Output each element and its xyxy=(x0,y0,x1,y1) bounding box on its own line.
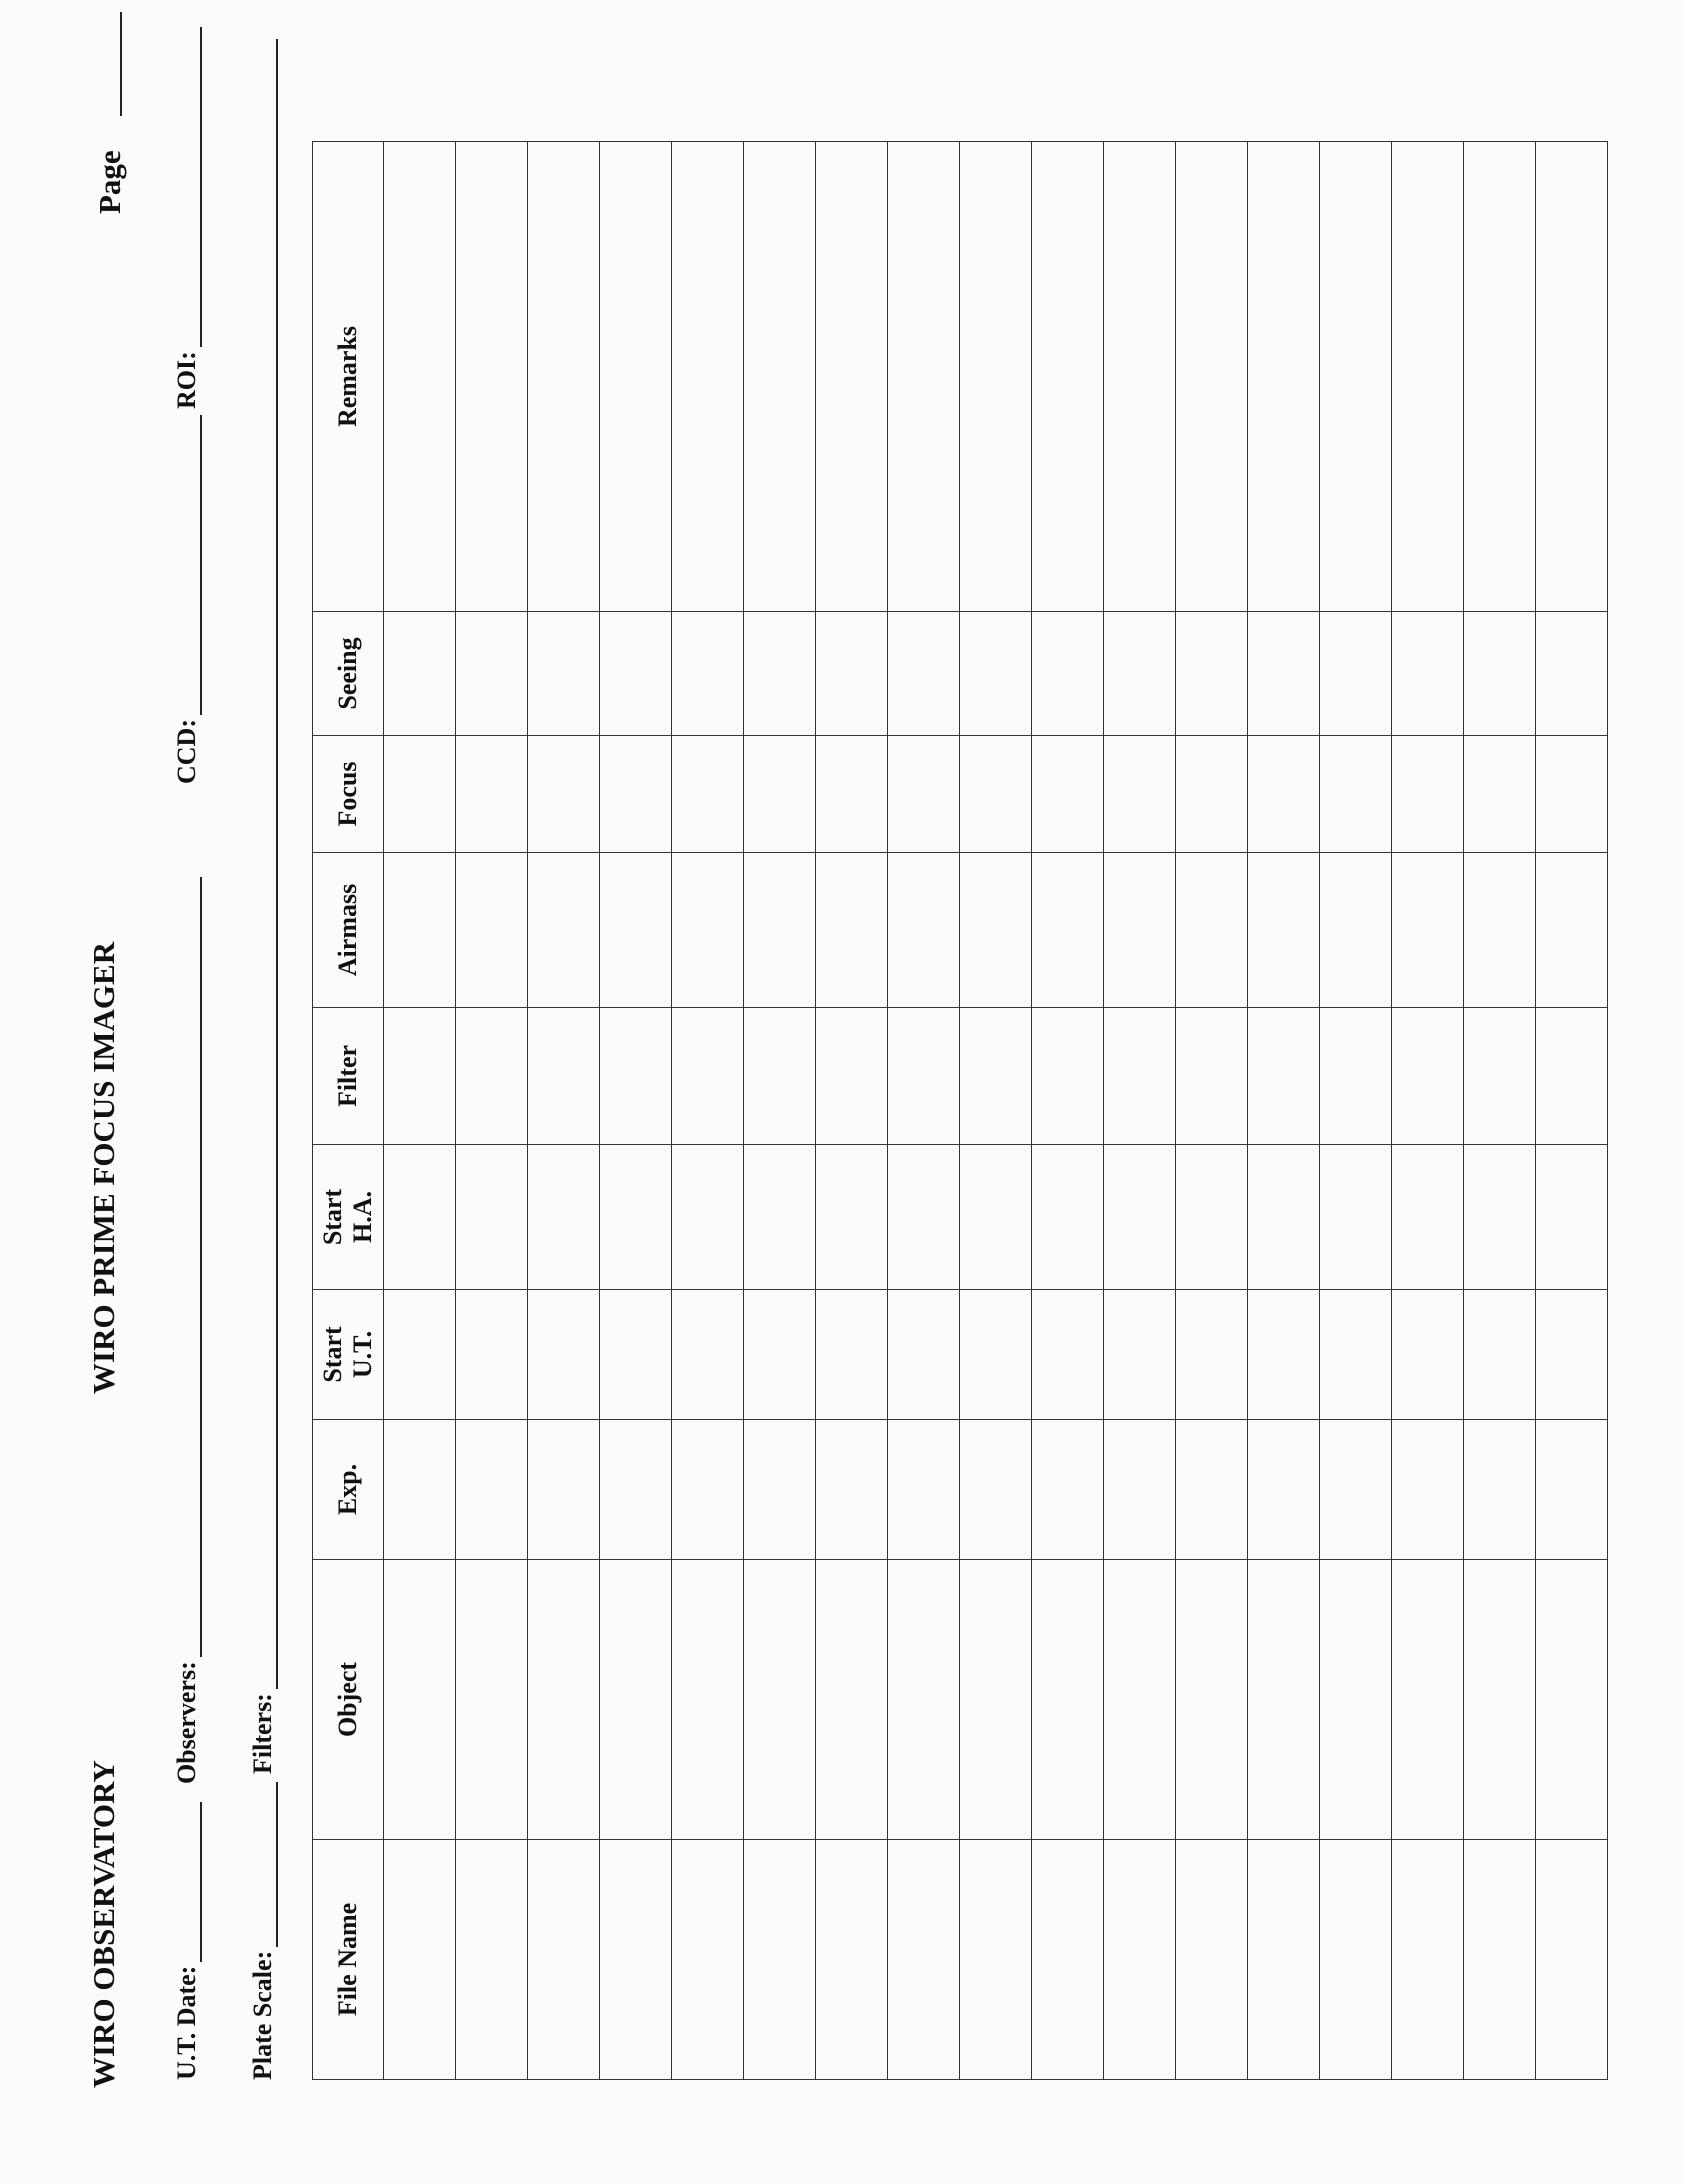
table-cell-start-ut[interactable] xyxy=(456,1290,528,1420)
table-cell-seeing[interactable] xyxy=(888,612,960,736)
table-row xyxy=(888,142,960,2080)
table-cell-exp[interactable] xyxy=(1032,1420,1104,1560)
table-row xyxy=(384,142,456,2080)
table-cell-start-ha[interactable] xyxy=(456,1145,528,1290)
table-cell-object[interactable] xyxy=(816,1560,888,1840)
table-cell-object[interactable] xyxy=(1464,1560,1536,1840)
table-cell-airmass[interactable] xyxy=(1176,853,1248,1008)
table-cell-airmass[interactable] xyxy=(456,853,528,1008)
table-cell-start-ha[interactable] xyxy=(1392,1145,1464,1290)
table-cell-focus[interactable] xyxy=(1392,736,1464,853)
table-cell-exp[interactable] xyxy=(528,1420,600,1560)
table-cell-exp[interactable] xyxy=(1104,1420,1176,1560)
header-fields-row-1 xyxy=(172,0,206,2184)
table-cell-start-ut[interactable] xyxy=(600,1290,672,1420)
table-row xyxy=(744,142,816,2080)
table-cell-focus[interactable] xyxy=(960,736,1032,853)
ccd-input[interactable] xyxy=(172,415,202,715)
table-cell-seeing[interactable] xyxy=(528,612,600,736)
table-cell-start-ha[interactable] xyxy=(528,1145,600,1290)
table-cell-airmass[interactable] xyxy=(888,853,960,1008)
table-cell-filter[interactable] xyxy=(1104,1008,1176,1145)
table-cell-filter[interactable] xyxy=(1392,1008,1464,1145)
ut-date-label: U.T. Date: xyxy=(172,1965,201,2080)
table-cell-filter[interactable] xyxy=(1464,1008,1536,1145)
table-cell-airmass[interactable] xyxy=(1464,853,1536,1008)
table-cell-remarks[interactable] xyxy=(1248,142,1320,612)
observers-input[interactable] xyxy=(172,877,202,1657)
filters-field[interactable] xyxy=(248,39,278,1774)
table-cell-filter[interactable] xyxy=(528,1008,600,1145)
table-cell-file-name[interactable] xyxy=(600,1840,672,2080)
table-cell-object[interactable] xyxy=(1248,1560,1320,1840)
column-header-start-ut xyxy=(313,1290,384,1420)
column-header-file-name xyxy=(313,1840,384,2080)
table-cell-remarks[interactable] xyxy=(1392,142,1464,612)
table-cell-exp[interactable] xyxy=(1392,1420,1464,1560)
column-header-remarks xyxy=(313,142,384,612)
table-cell-object[interactable] xyxy=(384,1560,456,1840)
table-cell-start-ut[interactable] xyxy=(816,1290,888,1420)
table-cell-airmass[interactable] xyxy=(960,853,1032,1008)
table-cell-seeing[interactable] xyxy=(960,612,1032,736)
table-cell-exp[interactable] xyxy=(384,1420,456,1560)
column-header-object xyxy=(313,1560,384,1840)
table-row xyxy=(1464,142,1536,2080)
table-cell-filter[interactable] xyxy=(888,1008,960,1145)
table-cell-airmass[interactable] xyxy=(1248,853,1320,1008)
table-row xyxy=(528,142,600,2080)
table-cell-start-ut[interactable] xyxy=(1248,1290,1320,1420)
column-header-label: Start xyxy=(318,1188,347,1246)
plate-scale-field[interactable] xyxy=(248,1782,278,2080)
table-row xyxy=(1032,142,1104,2080)
table-cell-remarks[interactable] xyxy=(1176,142,1248,612)
table-cell-seeing[interactable] xyxy=(600,612,672,736)
table-cell-start-ha[interactable] xyxy=(1176,1145,1248,1290)
column-header-start-ha xyxy=(313,1145,384,1290)
table-cell-start-ut[interactable] xyxy=(888,1290,960,1420)
table-cell-start-ha[interactable] xyxy=(600,1145,672,1290)
table-cell-exp[interactable] xyxy=(456,1420,528,1560)
column-header-label: Seeing xyxy=(333,637,362,710)
table-cell-exp[interactable] xyxy=(600,1420,672,1560)
table-cell-remarks[interactable] xyxy=(384,142,456,612)
column-header-exp xyxy=(313,1420,384,1560)
table-row xyxy=(1176,142,1248,2080)
table-cell-file-name[interactable] xyxy=(1176,1840,1248,2080)
table-cell-airmass[interactable] xyxy=(600,853,672,1008)
column-header-airmass xyxy=(313,853,384,1008)
table-cell-airmass[interactable] xyxy=(744,853,816,1008)
table-cell-object[interactable] xyxy=(1032,1560,1104,1840)
table-cell-start-ut[interactable] xyxy=(1176,1290,1248,1420)
page-label: Page xyxy=(92,150,127,214)
ut-date-field[interactable] xyxy=(172,1802,202,2080)
table-cell-filter[interactable] xyxy=(816,1008,888,1145)
roi-label: ROI: xyxy=(172,351,201,409)
table-cell-remarks[interactable] xyxy=(1536,142,1608,612)
column-header-filter xyxy=(313,1008,384,1145)
ut-date-input[interactable] xyxy=(172,1802,202,1962)
table-cell-remarks[interactable] xyxy=(1464,142,1536,612)
table-cell-seeing[interactable] xyxy=(1536,612,1608,736)
table-cell-start-ha[interactable] xyxy=(960,1145,1032,1290)
table-cell-start-ha[interactable] xyxy=(1320,1145,1392,1290)
table-row xyxy=(672,142,744,2080)
table-cell-focus[interactable] xyxy=(1320,736,1392,853)
table-row xyxy=(1248,142,1320,2080)
table-cell-filter[interactable] xyxy=(1032,1008,1104,1145)
table-cell-start-ha[interactable] xyxy=(888,1145,960,1290)
table-cell-start-ut[interactable] xyxy=(1536,1290,1608,1420)
table-cell-file-name[interactable] xyxy=(1392,1840,1464,2080)
column-header-label: Remarks xyxy=(333,325,362,428)
table-cell-start-ut[interactable] xyxy=(1104,1290,1176,1420)
filters-label: Filters: xyxy=(248,1693,277,1774)
table-cell-start-ut[interactable] xyxy=(672,1290,744,1420)
table-cell-remarks[interactable] xyxy=(960,142,1032,612)
table-cell-exp[interactable] xyxy=(744,1420,816,1560)
table-row xyxy=(1104,142,1176,2080)
table-cell-filter[interactable] xyxy=(456,1008,528,1145)
filters-input[interactable] xyxy=(248,39,278,1689)
table-cell-seeing[interactable] xyxy=(1392,612,1464,736)
table-cell-filter[interactable] xyxy=(600,1008,672,1145)
table-cell-focus[interactable] xyxy=(744,736,816,853)
table-cell-object[interactable] xyxy=(960,1560,1032,1840)
table-cell-remarks[interactable] xyxy=(600,142,672,612)
table-cell-start-ha[interactable] xyxy=(1248,1145,1320,1290)
table-cell-focus[interactable] xyxy=(1248,736,1320,853)
table-cell-file-name[interactable] xyxy=(1536,1840,1608,2080)
table-cell-file-name[interactable] xyxy=(384,1840,456,2080)
table-cell-seeing[interactable] xyxy=(1176,612,1248,736)
table-cell-object[interactable] xyxy=(1536,1560,1608,1840)
table-cell-remarks[interactable] xyxy=(1320,142,1392,612)
table-cell-focus[interactable] xyxy=(1176,736,1248,853)
table-cell-start-ut[interactable] xyxy=(1464,1290,1536,1420)
table-cell-object[interactable] xyxy=(1392,1560,1464,1840)
table-cell-focus[interactable] xyxy=(1536,736,1608,853)
table-cell-file-name[interactable] xyxy=(1464,1840,1536,2080)
table-cell-file-name[interactable] xyxy=(1248,1840,1320,2080)
table-cell-object[interactable] xyxy=(888,1560,960,1840)
table-cell-filter[interactable] xyxy=(672,1008,744,1145)
table-cell-file-name[interactable] xyxy=(1032,1840,1104,2080)
table-cell-file-name[interactable] xyxy=(672,1840,744,2080)
table-row xyxy=(816,142,888,2080)
table-cell-filter[interactable] xyxy=(1536,1008,1608,1145)
observatory-title: WIRO OBSERVATORY xyxy=(86,1760,121,2088)
table-cell-focus[interactable] xyxy=(816,736,888,853)
table-cell-remarks[interactable] xyxy=(1104,142,1176,612)
table-row xyxy=(960,142,1032,2080)
column-header-label: Object xyxy=(333,1661,362,1738)
table-cell-remarks[interactable] xyxy=(1032,142,1104,612)
table-cell-airmass[interactable] xyxy=(384,853,456,1008)
table-cell-start-ha[interactable] xyxy=(1536,1145,1608,1290)
column-header-label: Exp. xyxy=(333,1463,362,1516)
table-cell-airmass[interactable] xyxy=(1320,853,1392,1008)
table-cell-seeing[interactable] xyxy=(1032,612,1104,736)
table-cell-start-ut[interactable] xyxy=(384,1290,456,1420)
table-cell-start-ut[interactable] xyxy=(1392,1290,1464,1420)
table-cell-focus[interactable] xyxy=(528,736,600,853)
table-cell-start-ha[interactable] xyxy=(1032,1145,1104,1290)
column-header-label-line2: H.A. xyxy=(348,1191,377,1243)
page-number-field[interactable] xyxy=(120,12,122,116)
roi-input[interactable] xyxy=(172,27,202,347)
table-cell-seeing[interactable] xyxy=(1320,612,1392,736)
column-header-label: Start xyxy=(318,1326,347,1383)
table-row xyxy=(600,142,672,2080)
table-cell-exp[interactable] xyxy=(888,1420,960,1560)
observation-log-table xyxy=(312,141,1608,2080)
column-header-focus xyxy=(313,736,384,853)
table-cell-object[interactable] xyxy=(600,1560,672,1840)
table-cell-focus[interactable] xyxy=(600,736,672,853)
column-header-label: Focus xyxy=(333,761,362,827)
ccd-label: CCD: xyxy=(172,719,201,784)
table-cell-airmass[interactable] xyxy=(528,853,600,1008)
column-header-label: Airmass xyxy=(333,883,362,977)
table-cell-start-ut[interactable] xyxy=(1032,1290,1104,1420)
observers-label: Observers: xyxy=(172,1661,201,1784)
table-row xyxy=(1392,142,1464,2080)
table-cell-focus[interactable] xyxy=(1464,736,1536,853)
header-fields-row-2 xyxy=(248,0,282,2184)
table-row xyxy=(1536,142,1608,2080)
table-body xyxy=(384,142,1608,2080)
table-cell-airmass[interactable] xyxy=(1104,853,1176,1008)
table-cell-remarks[interactable] xyxy=(672,142,744,612)
table-cell-focus[interactable] xyxy=(384,736,456,853)
table-cell-seeing[interactable] xyxy=(1104,612,1176,736)
column-header-label: File Name xyxy=(333,1902,362,2017)
table-cell-start-ut[interactable] xyxy=(744,1290,816,1420)
table-header-row xyxy=(313,142,384,2080)
table-cell-focus[interactable] xyxy=(1032,736,1104,853)
table-cell-focus[interactable] xyxy=(456,736,528,853)
table-cell-focus[interactable] xyxy=(888,736,960,853)
table-cell-file-name[interactable] xyxy=(744,1840,816,2080)
column-header-label: Filter xyxy=(333,1044,362,1108)
table-cell-filter[interactable] xyxy=(1176,1008,1248,1145)
table-cell-airmass[interactable] xyxy=(1536,853,1608,1008)
roi-field[interactable] xyxy=(172,27,202,409)
table-cell-object[interactable] xyxy=(1176,1560,1248,1840)
table-cell-airmass[interactable] xyxy=(672,853,744,1008)
table-cell-start-ut[interactable] xyxy=(960,1290,1032,1420)
table-cell-object[interactable] xyxy=(528,1560,600,1840)
table-cell-exp[interactable] xyxy=(1464,1420,1536,1560)
table-cell-remarks[interactable] xyxy=(888,142,960,612)
table-cell-object[interactable] xyxy=(672,1560,744,1840)
table-cell-filter[interactable] xyxy=(1248,1008,1320,1145)
column-header-seeing xyxy=(313,612,384,736)
table-cell-seeing[interactable] xyxy=(1248,612,1320,736)
table-cell-seeing[interactable] xyxy=(1464,612,1536,736)
table-cell-file-name[interactable] xyxy=(528,1840,600,2080)
table-cell-remarks[interactable] xyxy=(816,142,888,612)
table-cell-start-ha[interactable] xyxy=(672,1145,744,1290)
table-cell-remarks[interactable] xyxy=(456,142,528,612)
table-cell-airmass[interactable] xyxy=(816,853,888,1008)
table-cell-file-name[interactable] xyxy=(1320,1840,1392,2080)
column-header-label-line2: U.T. xyxy=(348,1330,377,1379)
table-cell-remarks[interactable] xyxy=(744,142,816,612)
table-cell-exp[interactable] xyxy=(816,1420,888,1560)
table-cell-exp[interactable] xyxy=(1248,1420,1320,1560)
table-cell-seeing[interactable] xyxy=(456,612,528,736)
table-cell-start-ha[interactable] xyxy=(816,1145,888,1290)
plate-scale-label: Plate Scale: xyxy=(248,1950,277,2080)
table-cell-file-name[interactable] xyxy=(816,1840,888,2080)
table-cell-start-ha[interactable] xyxy=(744,1145,816,1290)
table-cell-filter[interactable] xyxy=(960,1008,1032,1145)
table-cell-file-name[interactable] xyxy=(888,1840,960,2080)
table-cell-filter[interactable] xyxy=(744,1008,816,1145)
table-cell-focus[interactable] xyxy=(672,736,744,853)
table-cell-filter[interactable] xyxy=(1320,1008,1392,1145)
table-cell-airmass[interactable] xyxy=(1032,853,1104,1008)
table-cell-object[interactable] xyxy=(744,1560,816,1840)
table-cell-start-ut[interactable] xyxy=(1320,1290,1392,1420)
table-cell-remarks[interactable] xyxy=(528,142,600,612)
table-cell-filter[interactable] xyxy=(384,1008,456,1145)
plate-scale-input[interactable] xyxy=(248,1782,278,1947)
table-cell-exp[interactable] xyxy=(1320,1420,1392,1560)
table-cell-file-name[interactable] xyxy=(960,1840,1032,2080)
table-cell-focus[interactable] xyxy=(1104,736,1176,853)
table-cell-start-ha[interactable] xyxy=(384,1145,456,1290)
table-row xyxy=(456,142,528,2080)
table-cell-seeing[interactable] xyxy=(744,612,816,736)
table-cell-seeing[interactable] xyxy=(816,612,888,736)
table-row xyxy=(1320,142,1392,2080)
table-cell-exp[interactable] xyxy=(1536,1420,1608,1560)
table-cell-file-name[interactable] xyxy=(1104,1840,1176,2080)
table-cell-start-ut[interactable] xyxy=(528,1290,600,1420)
table-cell-exp[interactable] xyxy=(672,1420,744,1560)
table-cell-object[interactable] xyxy=(1104,1560,1176,1840)
table-cell-seeing[interactable] xyxy=(672,612,744,736)
table-cell-airmass[interactable] xyxy=(1392,853,1464,1008)
table-cell-file-name[interactable] xyxy=(456,1840,528,2080)
observers-field[interactable] xyxy=(172,877,202,1784)
table-cell-start-ha[interactable] xyxy=(1464,1145,1536,1290)
table-cell-object[interactable] xyxy=(1320,1560,1392,1840)
table-cell-seeing[interactable] xyxy=(384,612,456,736)
ccd-field[interactable] xyxy=(172,415,202,784)
table-cell-object[interactable] xyxy=(456,1560,528,1840)
instrument-title: WIRO PRIME FOCUS IMAGER xyxy=(86,941,121,1394)
table-cell-start-ha[interactable] xyxy=(1104,1145,1176,1290)
table-cell-exp[interactable] xyxy=(960,1420,1032,1560)
table-cell-exp[interactable] xyxy=(1176,1420,1248,1560)
